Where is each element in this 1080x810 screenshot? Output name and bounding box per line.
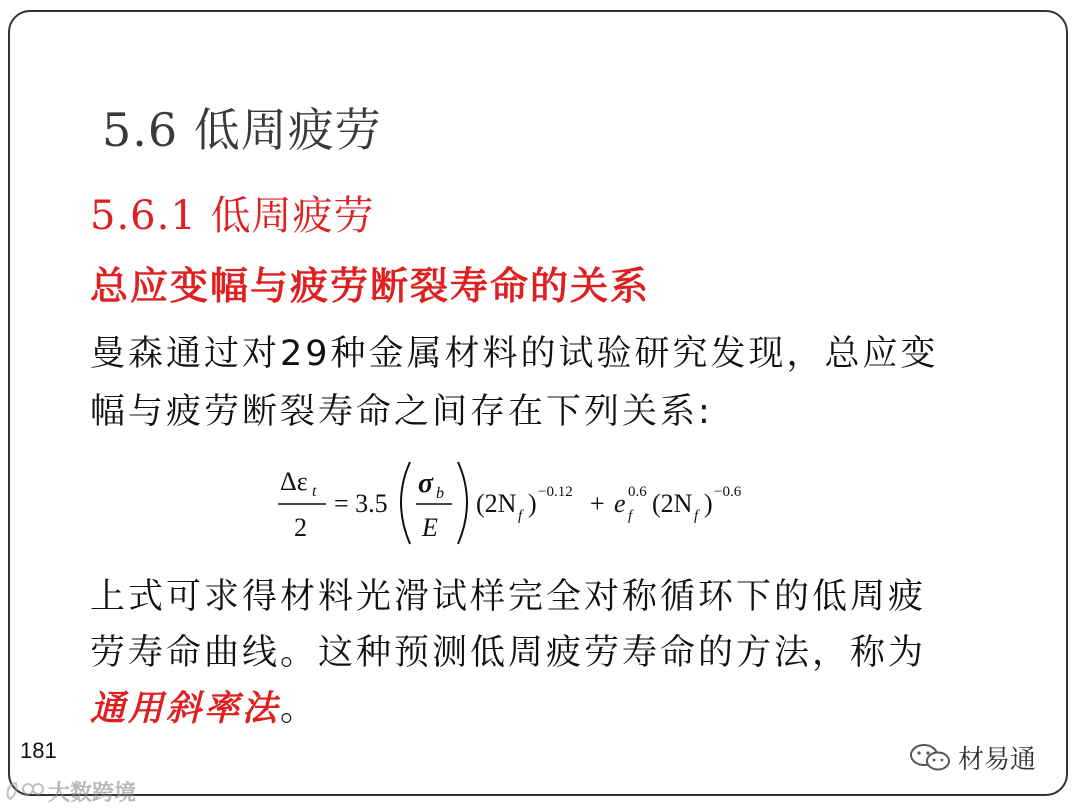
formula-term2-exponent: −0.6 [714, 484, 742, 500]
formula-term1-subscript: f [518, 508, 523, 524]
intro-line-1: 曼森通过对29种金属材料的试验研究发现，总应变 [90, 334, 939, 374]
formula-right-paren [458, 462, 467, 544]
formula-left-paren [401, 462, 410, 544]
wechat-account-label: 材易通 [958, 744, 1037, 775]
formula-term2-subscript: f [694, 508, 699, 524]
formula-term1-close: ) [528, 489, 537, 518]
formula-equals-coefficient: = 3.5 [334, 489, 388, 518]
manson-formula [268, 452, 788, 552]
slide-title: 5.6 低周疲劳 [102, 103, 382, 157]
formula-term2-base: (2N [652, 489, 693, 518]
conclusion-paragraph [90, 569, 1030, 737]
bottom-watermark-label: 大数跨境 [48, 780, 137, 806]
formula-ratio-numerator: σ [418, 468, 434, 499]
formula-term1-base: (2N [476, 489, 517, 518]
intro-line-2: 幅与疲劳断裂寿命之间存在下列关系: [90, 392, 713, 432]
formula-e-exponent: 0.6 [628, 484, 647, 500]
universal-slopes-method-term: 通用斜率法 [90, 689, 281, 729]
formula-svg [268, 452, 788, 552]
formula-lhs-subscript: t [312, 483, 317, 500]
slide-frame [8, 10, 1068, 796]
formula-lhs-numerator: Δε [280, 467, 308, 496]
page-number: 181 [20, 738, 57, 763]
formula-ratio-subscript: b [436, 485, 444, 502]
formula-e-base: e [614, 489, 626, 518]
section-heading: 总应变幅与疲劳断裂寿命的关系 [90, 264, 651, 308]
formula-term1-exponent: −0.12 [538, 484, 573, 500]
formula-e-subscript: f [628, 508, 633, 524]
formula-ratio-denominator: E [422, 513, 438, 542]
conclusion-line-2: 劳寿命曲线。这种预测低周疲劳寿命的方法，称为 [90, 633, 927, 673]
bottom-watermark [4, 774, 136, 808]
formula-term2-close: ) [704, 489, 713, 518]
conclusion-line-3 [90, 681, 1030, 737]
conclusion-line-1: 上式可求得材料光滑试样完全对称循环下的低周疲 [90, 577, 927, 617]
conclusion-end-punct: 。 [280, 689, 319, 729]
wechat-icon [908, 742, 952, 772]
intro-paragraph [90, 325, 1030, 441]
wechat-watermark [908, 740, 1036, 774]
formula-lhs-denominator: 2 [294, 513, 307, 542]
brand-logo-icon [4, 777, 44, 805]
formula-plus: + [590, 489, 605, 518]
slide-subtitle: 5.6.1 低周疲劳 [90, 193, 375, 239]
